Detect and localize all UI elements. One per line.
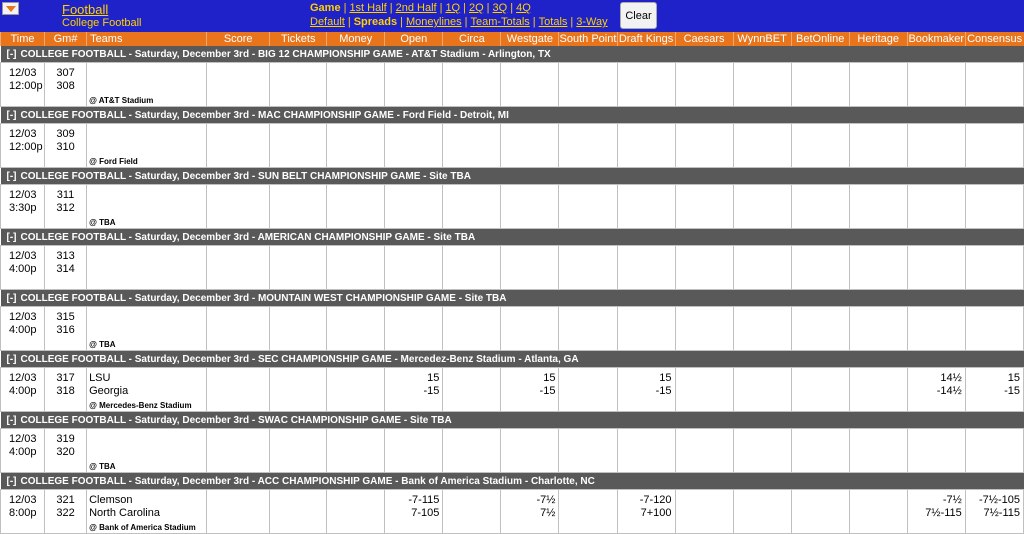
line-cell-circa[interactable] — [443, 429, 501, 473]
game-time-cell — [1, 307, 45, 351]
line-cell-bookmaker[interactable] — [907, 429, 965, 473]
line-cell-circa[interactable] — [443, 185, 501, 229]
game-number-home: 310 — [56, 141, 75, 153]
collapse-toggle[interactable]: [-] — [6, 109, 17, 121]
game-row[interactable] — [1, 307, 1024, 351]
line-cell-money[interactable] — [327, 246, 385, 290]
line-cell-tickets[interactable] — [270, 185, 327, 229]
line-cell-draft-kings[interactable] — [617, 429, 675, 473]
venue-label: @ Bank of America Stadium — [89, 523, 196, 532]
line-cell-betonline[interactable] — [791, 185, 849, 229]
separator: | — [510, 2, 514, 14]
game-row[interactable] — [1, 185, 1024, 229]
line-cell-westgate[interactable] — [501, 185, 559, 229]
line-cell-draft-kings[interactable] — [617, 185, 675, 229]
team-home[interactable]: Georgia — [89, 385, 129, 397]
collapse-toggle[interactable]: [-] — [6, 475, 17, 487]
venue-label: @ AT&T Stadium — [89, 96, 154, 105]
game-number-home: 318 — [56, 385, 75, 397]
game-time: 3:30p — [9, 202, 37, 214]
game-time-cell — [1, 63, 45, 107]
line-cell-money[interactable] — [327, 185, 385, 229]
line-away: 15 — [543, 372, 556, 384]
period-option-1q[interactable]: 1Q — [445, 2, 461, 14]
collapse-toggle[interactable]: [-] — [6, 353, 17, 365]
line-home: -15 — [423, 385, 440, 397]
game-time: 4:00p — [9, 324, 37, 336]
game-number-cell — [45, 185, 87, 229]
game-number-cell — [45, 124, 87, 168]
line-home: 7+100 — [640, 507, 672, 519]
column-header-heritage[interactable]: Heritage — [849, 32, 907, 46]
column-header-tickets[interactable]: Tickets — [270, 32, 327, 46]
line-home: 7½-115 — [925, 507, 962, 519]
line-cell-circa[interactable] — [443, 368, 501, 412]
line-cell-score[interactable] — [207, 429, 270, 473]
line-cell-caesars[interactable] — [675, 307, 733, 351]
market-selector — [310, 16, 608, 28]
game-date: 12/03 — [9, 433, 37, 445]
market-option-3-way[interactable]: 3-Way — [576, 16, 608, 28]
game-header-row — [1, 168, 1024, 185]
game-date: 12/03 — [9, 250, 37, 262]
line-cell-score[interactable] — [207, 185, 270, 229]
game-number-home: 314 — [56, 263, 75, 275]
line-cell-south-point[interactable] — [559, 63, 617, 107]
line-cell-south-point[interactable] — [559, 124, 617, 168]
menu-dropdown-icon[interactable] — [2, 2, 19, 15]
line-away: 15 — [1007, 372, 1020, 384]
line-home: -15 — [539, 385, 556, 397]
line-cell-south-point[interactable] — [559, 368, 617, 412]
column-header-bookmaker[interactable]: Bookmaker — [908, 33, 965, 45]
line-away: -7½ — [536, 494, 556, 506]
line-away: 14½ — [940, 372, 962, 384]
game-time: 12:00p — [9, 141, 43, 153]
line-cell-heritage[interactable] — [849, 246, 907, 290]
line-cell-open[interactable] — [385, 185, 443, 229]
line-cell-south-point[interactable] — [559, 246, 617, 290]
venue-label: @ Mercedes-Benz Stadium — [89, 401, 192, 410]
game-number-home: 322 — [56, 507, 75, 519]
line-cell-open[interactable] — [385, 307, 443, 351]
game-header — [1, 168, 1024, 185]
column-header-gm[interactable]: Gm# — [45, 32, 87, 46]
line-cell-wynnbet[interactable] — [733, 185, 791, 229]
separator: | — [389, 2, 393, 14]
sport-link[interactable]: Football — [62, 2, 109, 17]
team-away[interactable]: Clemson — [89, 494, 133, 506]
market-option-default[interactable]: Default — [310, 16, 345, 28]
game-header — [1, 290, 1024, 307]
teams-cell[interactable] — [87, 185, 207, 229]
line-away: -7-120 — [639, 494, 672, 506]
game-date: 12/03 — [9, 128, 37, 140]
separator: | — [532, 16, 536, 28]
game-date: 12/03 — [9, 67, 37, 79]
market-option-team-totals[interactable]: Team-Totals — [470, 16, 530, 28]
line-cell-bookmaker[interactable] — [907, 246, 965, 290]
line-cell-caesars[interactable] — [675, 63, 733, 107]
game-header-row — [1, 46, 1024, 63]
game-row[interactable] — [1, 246, 1024, 290]
line-cell-score[interactable] — [207, 124, 270, 168]
column-header-westgate[interactable]: Westgate — [501, 32, 559, 46]
column-header-betonline[interactable]: BetOnline — [791, 32, 849, 46]
line-cell-open[interactable] — [385, 368, 443, 412]
line-cell-circa[interactable] — [443, 307, 501, 351]
line-cell-bookmaker[interactable] — [907, 368, 965, 412]
game-number-away: 307 — [56, 67, 75, 79]
line-cell-tickets[interactable] — [270, 63, 327, 107]
game-header-text: COLLEGE FOOTBALL - Saturday, December 3rd - MOUNTAIN WEST CHAMPIONSHIP GAME - Site TBA — [20, 292, 507, 304]
line-cell-money[interactable] — [327, 124, 385, 168]
line-cell-open[interactable] — [385, 429, 443, 473]
league-label: College Football — [62, 17, 142, 29]
line-cell-score[interactable] — [207, 368, 270, 412]
column-header-circa[interactable]: Circa — [443, 32, 501, 46]
line-cell-westgate[interactable] — [501, 368, 559, 412]
separator: | — [486, 2, 490, 14]
game-row[interactable] — [1, 429, 1024, 473]
market-option-spreads[interactable]: Spreads — [353, 16, 398, 28]
game-header — [1, 412, 1024, 429]
line-cell-consensus[interactable] — [965, 307, 1023, 351]
line-cell-westgate[interactable] — [501, 307, 559, 351]
teams-cell[interactable] — [87, 63, 207, 107]
game-header-row — [1, 351, 1024, 368]
team-home[interactable]: North Carolina — [89, 507, 160, 519]
collapse-toggle[interactable]: [-] — [6, 170, 17, 182]
period-option-2q[interactable]: 2Q — [468, 2, 484, 14]
line-cell-westgate[interactable] — [501, 429, 559, 473]
line-home: -15 — [1004, 385, 1020, 397]
separator: | — [463, 2, 466, 14]
line-cell-heritage[interactable] — [849, 307, 907, 351]
game-header — [1, 229, 1024, 246]
line-cell-consensus[interactable] — [965, 246, 1023, 290]
line-cell-heritage[interactable] — [849, 124, 907, 168]
game-time-cell — [1, 124, 45, 168]
period-option-2nd-half[interactable]: 2nd Half — [395, 2, 437, 14]
line-cell-south-point[interactable] — [559, 307, 617, 351]
line-cell-consensus[interactable] — [965, 124, 1023, 168]
game-header-text: COLLEGE FOOTBALL - Saturday, December 3rd - SEC CHAMPIONSHIP GAME - Mercedez-Benz Stadium - Atlanta, GA — [20, 353, 579, 365]
game-time: 12:00p — [9, 80, 43, 92]
game-header-row — [1, 473, 1024, 490]
game-date: 12/03 — [9, 494, 37, 506]
separator: | — [464, 16, 468, 28]
line-home: 7½ — [540, 507, 556, 519]
line-cell-open[interactable] — [385, 246, 443, 290]
line-cell-betonline[interactable] — [791, 124, 849, 168]
teams-cell[interactable] — [87, 124, 207, 168]
game-time-cell — [1, 368, 45, 412]
teams-cell[interactable] — [87, 246, 207, 290]
line-cell-consensus[interactable] — [965, 185, 1023, 229]
line-cell-westgate[interactable] — [501, 246, 559, 290]
game-row[interactable] — [1, 124, 1024, 168]
game-time: 4:00p — [9, 385, 37, 397]
period-option-game[interactable]: Game — [310, 2, 341, 14]
line-cell-south-point[interactable] — [559, 185, 617, 229]
column-header-money[interactable]: Money — [327, 32, 385, 46]
line-cell-tickets[interactable] — [270, 429, 327, 473]
line-cell-circa[interactable] — [443, 63, 501, 107]
line-away: -7½ — [942, 494, 962, 506]
line-cell-tickets[interactable] — [270, 307, 327, 351]
collapse-toggle[interactable]: [-] — [6, 231, 17, 243]
period-selector — [310, 2, 531, 14]
column-header-draft-kings[interactable]: Draft Kings — [618, 33, 674, 45]
column-header-time[interactable]: Time — [1, 32, 45, 46]
game-time-cell — [1, 429, 45, 473]
game-header-text: COLLEGE FOOTBALL - Saturday, December 3rd - BIG 12 CHAMPIONSHIP GAME - AT&T Stadium - Arlington, TX — [20, 48, 551, 60]
game-time: 8:00p — [9, 507, 37, 519]
line-cell-money[interactable] — [327, 429, 385, 473]
game-header — [1, 107, 1024, 124]
line-cell-money[interactable] — [327, 307, 385, 351]
game-number-away: 309 — [56, 128, 75, 140]
line-cell-score[interactable] — [207, 246, 270, 290]
line-home: 7½-115 — [983, 507, 1020, 519]
line-cell-bookmaker[interactable] — [907, 124, 965, 168]
column-header-wynnbet[interactable]: WynnBET — [733, 32, 791, 46]
separator: | — [439, 2, 443, 14]
game-header-row — [1, 107, 1024, 124]
line-cell-draft-kings[interactable] — [617, 124, 675, 168]
line-cell-consensus[interactable] — [965, 429, 1023, 473]
game-number-cell — [45, 63, 87, 107]
collapse-toggle[interactable]: [-] — [6, 48, 17, 60]
clear-button[interactable]: Clear — [620, 2, 657, 29]
line-cell-bookmaker[interactable] — [907, 63, 965, 107]
line-cell-heritage[interactable] — [849, 63, 907, 107]
line-cell-heritage[interactable] — [849, 429, 907, 473]
line-away: -7-115 — [408, 494, 440, 506]
line-cell-caesars[interactable] — [675, 246, 733, 290]
line-home: -14½ — [936, 385, 962, 397]
line-cell-bookmaker[interactable] — [907, 185, 965, 229]
game-number-home: 308 — [56, 80, 75, 92]
game-number-cell — [45, 246, 87, 290]
game-header — [1, 473, 1024, 490]
line-cell-caesars[interactable] — [675, 124, 733, 168]
line-cell-wynnbet[interactable] — [733, 307, 791, 351]
line-cell-open[interactable] — [385, 124, 443, 168]
market-option-totals[interactable]: Totals — [538, 16, 568, 28]
game-number-away: 311 — [56, 189, 75, 201]
line-home: 7-105 — [411, 507, 440, 519]
column-header-caesars[interactable]: Caesars — [675, 32, 733, 46]
game-time: 4:00p — [9, 263, 37, 275]
line-cell-heritage[interactable] — [849, 185, 907, 229]
game-number-cell — [45, 307, 87, 351]
line-cell-betonline[interactable] — [791, 246, 849, 290]
line-cell-wynnbet[interactable] — [733, 429, 791, 473]
games-list — [1, 46, 1024, 534]
game-header — [1, 351, 1024, 368]
line-cell-draft-kings[interactable] — [617, 246, 675, 290]
line-cell-money[interactable] — [327, 368, 385, 412]
game-header-row — [1, 290, 1024, 307]
game-number-away: 313 — [56, 250, 75, 262]
line-cell-tickets[interactable] — [270, 124, 327, 168]
separator: | — [343, 2, 347, 14]
game-number-home: 312 — [56, 202, 75, 214]
line-cell-south-point[interactable] — [559, 429, 617, 473]
line-cell-betonline[interactable] — [791, 368, 849, 412]
game-header-text: COLLEGE FOOTBALL - Saturday, December 3rd - ACC CHAMPIONSHIP GAME - Bank of America Stadium - Charlotte, NC — [20, 475, 595, 487]
column-headers — [1, 32, 1024, 46]
game-number-away: 317 — [56, 372, 75, 384]
line-cell-betonline[interactable] — [791, 63, 849, 107]
line-cell-circa[interactable] — [443, 124, 501, 168]
line-cell-wynnbet[interactable] — [733, 124, 791, 168]
line-cell-draft-kings[interactable] — [617, 307, 675, 351]
period-option-3q[interactable]: 3Q — [492, 2, 508, 14]
game-header — [1, 46, 1024, 63]
game-number-cell — [45, 368, 87, 412]
line-cell-wynnbet[interactable] — [733, 368, 791, 412]
line-cell-bookmaker[interactable] — [907, 307, 965, 351]
game-header-row — [1, 412, 1024, 429]
team-away[interactable]: LSU — [89, 372, 111, 384]
column-header-south-point[interactable]: South Point — [559, 33, 617, 45]
column-header-consensus[interactable]: Consensus — [967, 33, 1023, 45]
column-header-open[interactable]: Open — [385, 32, 443, 46]
game-time: 4:00p — [9, 446, 37, 458]
column-header-teams[interactable]: Teams — [87, 32, 207, 46]
teams-cell[interactable] — [87, 429, 207, 473]
line-away: 15 — [659, 372, 672, 384]
line-cell-consensus[interactable] — [965, 63, 1023, 107]
game-number-cell — [45, 429, 87, 473]
line-cell-caesars[interactable] — [675, 185, 733, 229]
game-number-away: 319 — [56, 433, 75, 445]
line-cell-tickets[interactable] — [270, 246, 327, 290]
game-header-text: COLLEGE FOOTBALL - Saturday, December 3rd - MAC CHAMPIONSHIP GAME - Ford Field - Detroit, MI — [20, 109, 509, 121]
period-option-1st-half[interactable]: 1st Half — [349, 2, 387, 14]
game-number-away: 315 — [56, 311, 75, 323]
line-cell-draft-kings[interactable] — [617, 63, 675, 107]
game-number-home: 316 — [56, 324, 75, 336]
line-cell-caesars[interactable] — [675, 368, 733, 412]
venue-label: @ Ford Field — [89, 157, 138, 166]
teams-cell[interactable] — [87, 368, 207, 412]
line-away: 15 — [427, 372, 440, 384]
game-number-home: 320 — [56, 446, 75, 458]
venue-label: @ TBA — [89, 462, 116, 471]
line-home: -15 — [655, 385, 672, 397]
line-cell-tickets[interactable] — [270, 368, 327, 412]
separator: | — [400, 16, 403, 28]
game-header-text: COLLEGE FOOTBALL - Saturday, December 3rd - SWAC CHAMPIONSHIP GAME - Site TBA — [20, 414, 452, 426]
line-cell-score[interactable] — [207, 307, 270, 351]
venue-label: @ TBA — [89, 218, 116, 227]
game-header-row — [1, 229, 1024, 246]
line-cell-westgate[interactable] — [501, 124, 559, 168]
line-cell-betonline[interactable] — [791, 307, 849, 351]
period-option-4q[interactable]: 4Q — [516, 2, 531, 14]
game-header-text: COLLEGE FOOTBALL - Saturday, December 3rd - AMERICAN CHAMPIONSHIP GAME - Site TBA — [20, 231, 476, 243]
collapse-toggle[interactable]: [-] — [6, 414, 17, 426]
game-time-cell — [1, 246, 45, 290]
line-cell-wynnbet[interactable] — [733, 63, 791, 107]
game-number-away: 321 — [56, 494, 75, 506]
market-option-moneylines[interactable]: Moneylines — [406, 16, 462, 28]
game-date: 12/03 — [9, 189, 37, 201]
line-cell-open[interactable] — [385, 63, 443, 107]
game-row[interactable] — [1, 63, 1024, 107]
game-row[interactable] — [1, 368, 1024, 412]
line-cell-betonline[interactable] — [791, 429, 849, 473]
line-cell-score[interactable] — [207, 63, 270, 107]
line-cell-heritage[interactable] — [849, 368, 907, 412]
separator: | — [570, 16, 574, 28]
odds-table — [0, 32, 1024, 534]
game-time-cell — [1, 185, 45, 229]
teams-cell[interactable] — [87, 307, 207, 351]
line-cell-wynnbet[interactable] — [733, 246, 791, 290]
line-cell-draft-kings[interactable] — [617, 368, 675, 412]
line-cell-circa[interactable] — [443, 246, 501, 290]
column-header-score[interactable]: Score — [207, 32, 270, 46]
separator: | — [347, 16, 351, 28]
venue-label: @ TBA — [89, 340, 116, 349]
game-date: 12/03 — [9, 311, 37, 323]
game-header-text: COLLEGE FOOTBALL - Saturday, December 3rd - SUN BELT CHAMPIONSHIP GAME - Site TBA — [20, 170, 471, 182]
collapse-toggle[interactable]: [-] — [6, 292, 17, 304]
top-bar — [0, 0, 1024, 32]
game-date: 12/03 — [9, 372, 37, 384]
line-cell-consensus[interactable] — [965, 368, 1023, 412]
line-cell-westgate[interactable] — [501, 63, 559, 107]
line-away: -7½-105 — [979, 494, 1020, 506]
line-cell-caesars[interactable] — [675, 429, 733, 473]
line-cell-money[interactable] — [327, 63, 385, 107]
